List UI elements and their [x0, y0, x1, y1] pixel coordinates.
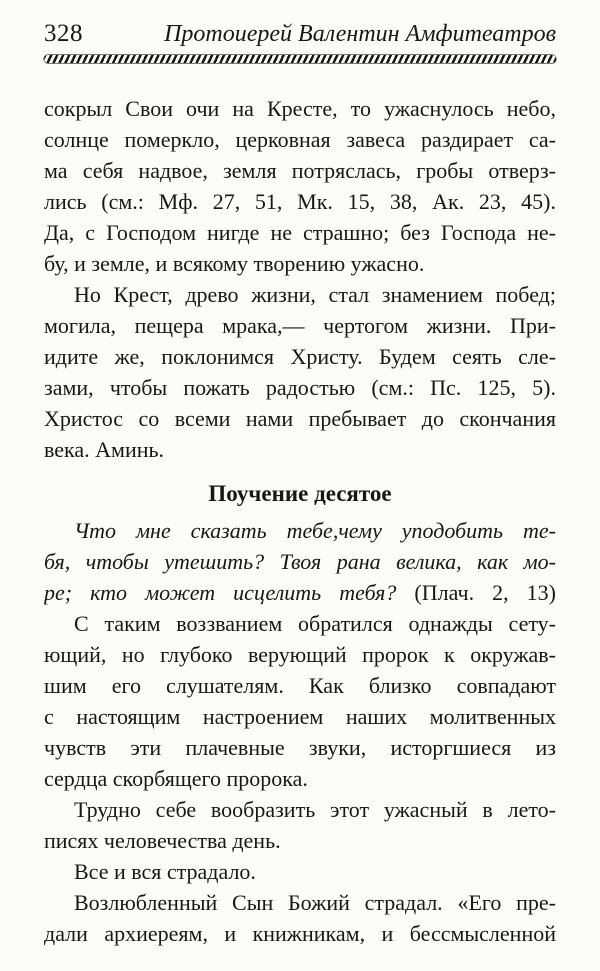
text-line: сердца скорбящего пророка. [44, 766, 308, 791]
quote-text: ре; кто может исцелить тебя? [44, 580, 397, 605]
text-line: солнце померкло, церковная завеса раздирает са- [44, 127, 556, 152]
text-line: века. Аминь. [44, 437, 165, 462]
text-line: Трудно себе вообразить этот ужасный в лето- [74, 797, 556, 822]
text-line: чувств эти плачевные звуки, исторгшиеся из [44, 735, 556, 760]
paragraph-quote [44, 515, 556, 608]
text-line: бу, и земле, и всякому творению ужасно. [44, 251, 425, 276]
text-line: Возлюбленный Сын Божий страдал. «Его пре- [74, 890, 556, 915]
text-line: Но Крест, древо жизни, стал знамением побед; [74, 282, 556, 307]
paragraph [44, 856, 556, 887]
page-number: 328 [44, 20, 83, 47]
paragraph [44, 608, 556, 794]
text-line [44, 577, 556, 608]
paragraph [44, 887, 556, 949]
text-line: зами, чтобы пожать радостью (см.: Пс. 125, 5). [44, 375, 556, 400]
rope-divider-ornament [44, 55, 556, 63]
text-line: Да, с Господом нигде не страшно; без Господа не- [44, 220, 556, 245]
page-body [44, 93, 556, 949]
paragraph [44, 279, 556, 465]
text-line: Что мне сказать тебе,чему уподобить те- [74, 518, 556, 543]
text-line: Все и вся страдало. [74, 859, 256, 884]
text-line: Христос со всеми нами пребывает до скончания [44, 406, 556, 431]
running-header [44, 20, 556, 48]
paragraph [44, 93, 556, 279]
running-title: Протоиерей Валентин Амфитеатров [164, 21, 556, 47]
text-line: дали архиереям, и книжникам, и бессмысленной [44, 921, 556, 946]
section-heading: Поучение десятое [208, 481, 392, 506]
scripture-reference: (Плач. 2, 13) [414, 580, 556, 605]
text-line: С таким воззванием обратился однажды сету- [74, 611, 556, 636]
paragraph [44, 794, 556, 856]
text-line: шим его слушателям. Как близко совпадают [44, 673, 556, 698]
text-line: ма себя надвое, земля потряслась, гробы отверз- [44, 158, 556, 183]
text-line: идите же, поклонимся Христу. Будем сеять сле- [44, 344, 556, 369]
text-line: ющий, но глубоко верующий пророк к окружав- [44, 642, 556, 667]
text-line: могила, пещера мрака,— чертогом жизни. При- [44, 313, 556, 338]
text-line: писях человечества день. [44, 828, 281, 853]
text-line: бя, чтобы утешить? Твоя рана велика, как мо- [44, 549, 556, 574]
text-line: лись (см.: Мф. 27, 51, Мк. 15, 38, Ак. 23, 45). [44, 189, 556, 214]
text-line: с настоящим настроением наших молитвенных [44, 704, 556, 729]
text-line: сокрыл Свои очи на Кресте, то ужаснулось небо, [44, 96, 556, 121]
